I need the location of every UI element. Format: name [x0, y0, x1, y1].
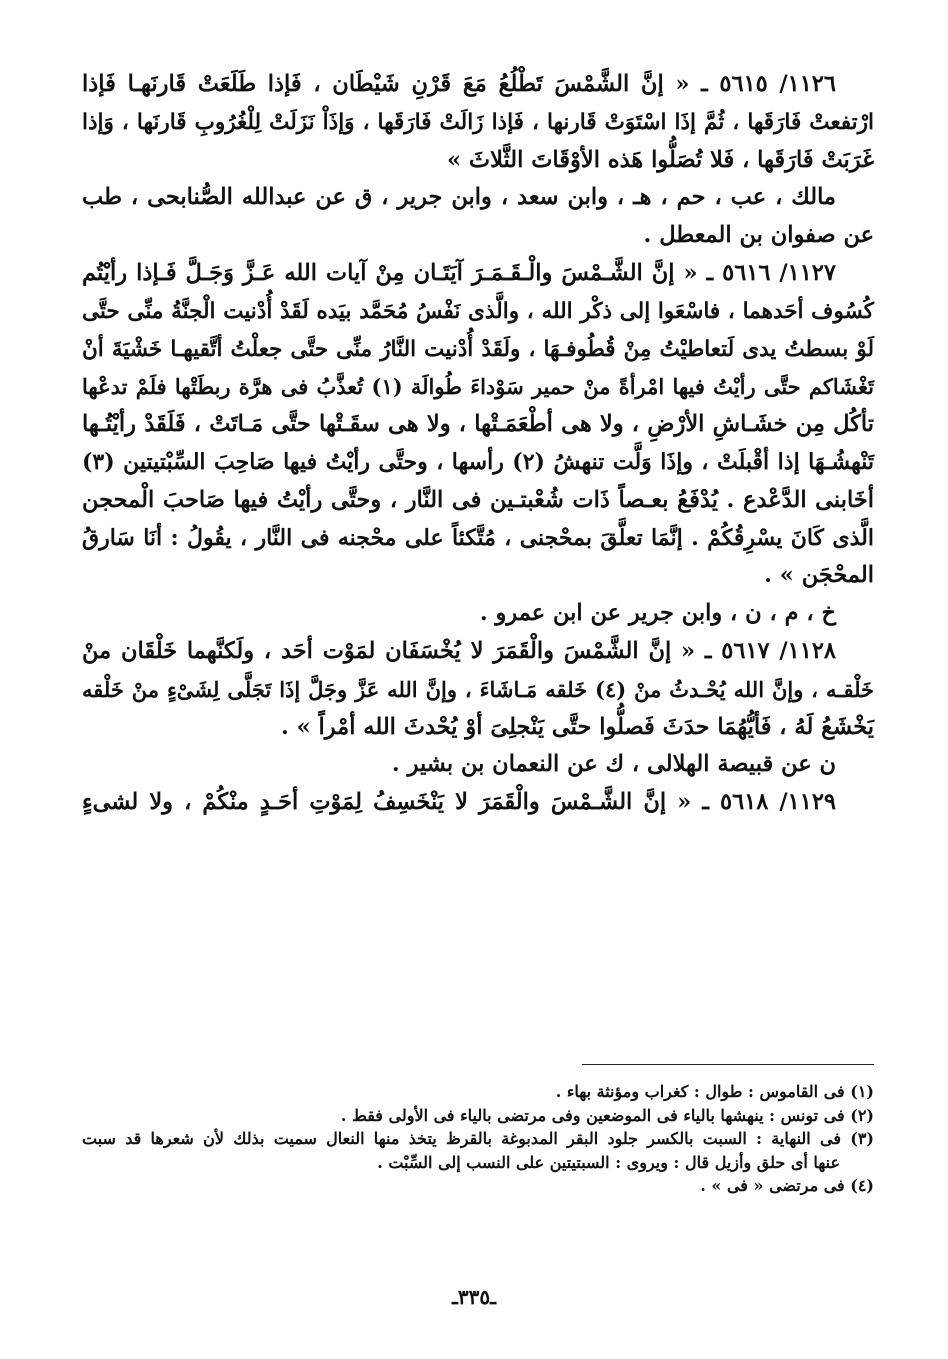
- hadith-1127-line-8: الَّذى كَانَ يسْرِقُكُمْ . إنَّمَا تعلَّقَ بمحْجنى ، مُتَّكئاً على محْجنه فى النَّار ، يقُولُ : أنَا سَارقُ: [82, 524, 874, 551]
- hadith-1128-line-2: خَلْقـه ، وإنَّ الله يُحْـدثُ منْ (٤) خَلقه مَـاشَاءَ ، وإنَّ الله عَزَّ وجَلَّ إذَا تَجَلَّى لِشَىْءٍ منْ خَلْقه: [82, 676, 874, 702]
- hadith-1127-line-2: كُسُوف أحَدهما ، فاسْعَوا إلى ذكْر الله ، والَّذى نَفْسُ مُحَمَّد بيَده لَقَدْ أُدْنيت الْجنَّةُ منِّى حتَّى: [82, 298, 874, 324]
- main-text: [82, 66, 874, 822]
- source-1126-line-1: مالك ، عب ، حم ، هـ ، وابن سعد ، وابن جرير ، ق عن عبدالله الصُّنابحى ، طب: [82, 184, 836, 211]
- hadith-1127-line-5: تأكُل مِن خشَـاشِ الأرْضِ ، ولا هى أطْعَمَـتْها ، ولا هى سقَـتْها حتَّى مَـاتَتْ ، فَلَقَدْ رأيْتُـها: [82, 411, 874, 438]
- page-number: ـ٣٣٥ـ: [452, 1285, 496, 1309]
- footnote-3: (٣) فى النهاية : السبت بالكسر جلود البقر المدبوغة بالقرظ يتخذ منها النعال سميت بذلك لأن شعرها قد سبت: [82, 1129, 874, 1148]
- hadith-1127-line-7: أخَابنى الدَّعْدع . يُدْفَعُ بعـصاً ذَات شُعْبتـين فى النَّار ، وحتَّى رأيْتُ فيها صَاحبَ الْمحجن: [82, 486, 874, 513]
- hadith-1128-line-1: ١١٢٨/ ٥٦١٧ ـ « إنَّ الشَّمْسَ والْقَمَرَ لا يُخْسَفَان لمَوْت أحَد ، ولَكنَّهما خَلْقَان منْ: [82, 637, 836, 664]
- hadith-1127-line-1: ١١٢٧/ ٥٦١٦ ـ « إنَّ الشَّـمْسَ والْـقَـمَـرَ آيَتَـان مِنْ آيات الله عَـزَّ وَجَـلَّ فَـإذا رأيْتُم: [82, 259, 836, 286]
- hadith-1127-line-4: تَغْشَاكم حتَّى رأيْتُ فيها امْرأةً منْ حمير سَوْداءَ طُوالَة (١) تُعذَّبُ فى هرَّة ربطَتْها فلَمْ تدعْها: [82, 374, 874, 400]
- hadith-1127-line-9: المحْجَن » .: [764, 562, 874, 589]
- hadith-1127-line-3: لَوْ بسطتُ يدى لَتعاطيْتُ مِنْ قُطُوفـهَا ، ولَقَدْ أُدْنيت النَّارُ منِّى حتَّى جعلْتُ أتَّقيهـا خَشْيَةَ أنْ: [82, 336, 874, 362]
- hadith-1126-line-3: غَرَبَتْ فَارَقَها ، فَلا تُصَلُّوا هَذه الأوْقَاتَ الثَّلاثَ »: [447, 146, 874, 173]
- source-1128: ن عن قبيصة الهلالى ، ك عن النعمان بن بشير .: [391, 751, 836, 778]
- hadith-1129-line-1: ١١٢٩/ ٥٦١٨ ـ « إنَّ الشَّـمْسَ والْقَمَرَ لا يَنْخَسِفُ لِمَوْتِ أحَـدٍ منْكُمْ ، ولا لشىءٍ: [82, 789, 836, 816]
- hadith-1126-line-2: ارْتفعتْ فَارَقَها ، ثُمَّ إذَا اسْتَوَتْ قَارنها ، فَإذا زَالَتْ فَارَقَها ، وَإذَاْ نَزَلَتْ لِلْغُرُوبِ قَارنَها ، وَإذا: [82, 109, 874, 135]
- footnote-2: (٢) فى تونس : ينهشها بالياء فى الموضعين وفى مرتضى بالياء فى الأولى فقط .: [340, 1105, 874, 1125]
- source-1127: خ ، م ، ن ، وابن جرير عن ابن عمرو .: [479, 600, 836, 627]
- hadith-1128-line-3: يَخْشَعُ لَهُ ، فَأيُّهُمَا حدَثَ فَصلُّوا حتَّى يَنْجلِىَ أوْ يُحْدثَ الله أمْراً » .: [280, 713, 874, 740]
- footnote-3-continued: عنها أى حلق وأزيل قال : ويروى : السبتيتين على النسب إلى السِّبْت .: [377, 1152, 840, 1172]
- footnotes: [82, 1080, 874, 1198]
- hadith-1127-line-6: تَنْهشُـهَا إذا أقْبلَتْ ، وإذَا وَلَّت تنهشُ (٢) رأسها ، وحتَّى رأيْتُ فيها صَاحِبَ السِّبْتيتين (٣): [82, 448, 874, 475]
- footnote-1: (١) فى القاموس : طوال : كغراب ومؤنثة بهاء .: [555, 1082, 874, 1101]
- source-1126-line-2: عن صفوان بن المعطل .: [643, 222, 874, 249]
- footnote-divider: [582, 1064, 874, 1065]
- hadith-1126-line-1: ١١٢٦/ ٥٦١٥ ـ « إنَّ الشَّمْسَ تَطْلُعُ مَعَ قَرْنِ شَيْطَان ، فَإذا طَلَعَتْ قَارنَهـا فَإذا: [82, 71, 836, 97]
- footnote-4: (٤) فى مرتضى « فى » .: [700, 1176, 874, 1195]
